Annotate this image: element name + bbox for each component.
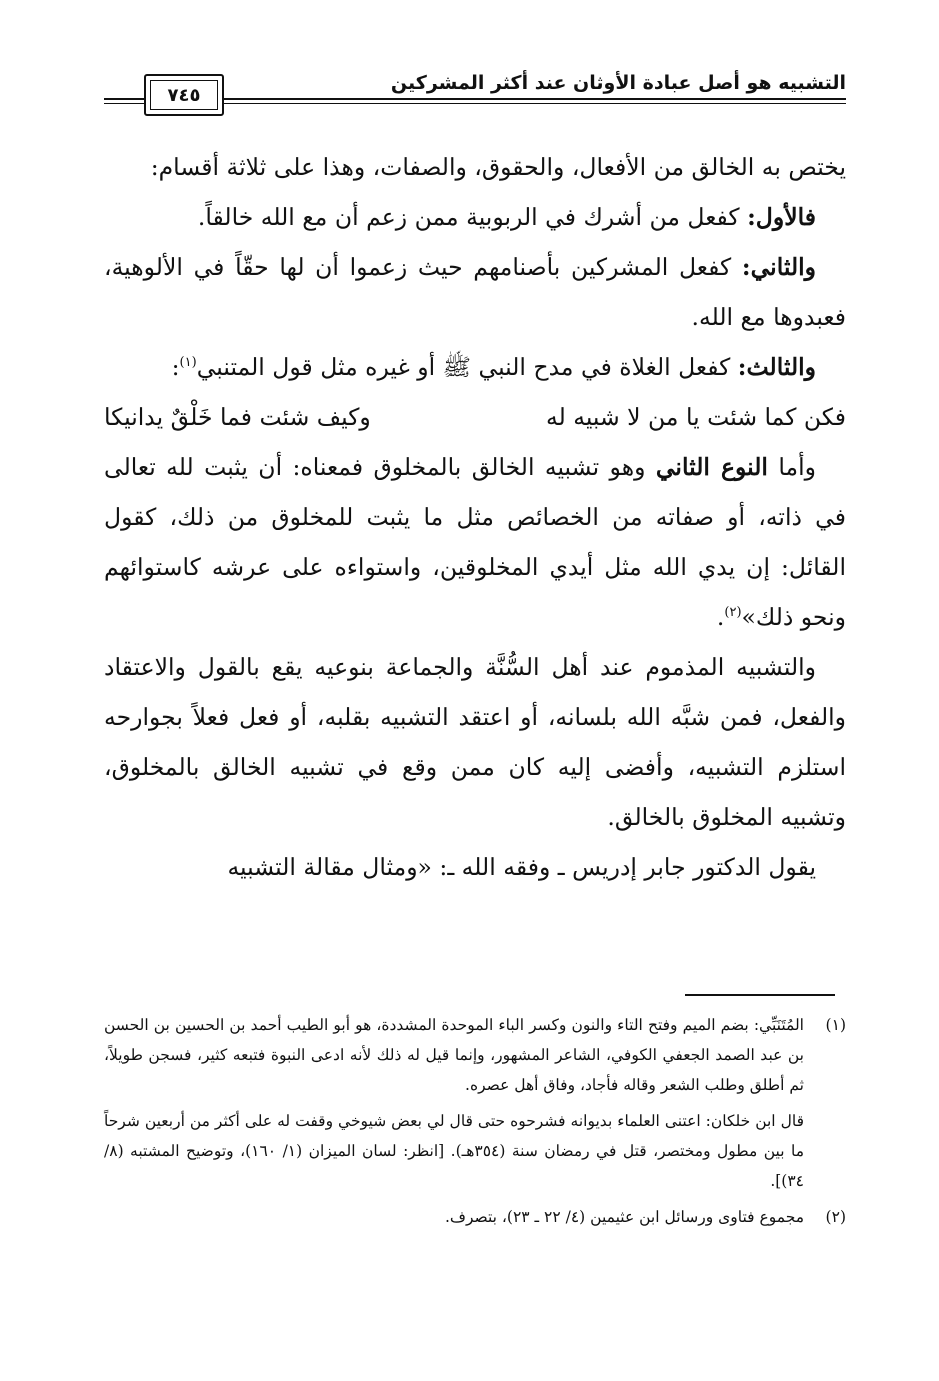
paragraph-7: يقول الدكتور جابر إدريس ـ وفقه الله ـ: «ومثال مقالة التشبيه	[227, 853, 816, 881]
footnote-2-number: (٢)	[825, 1208, 846, 1226]
verse-first-hemistich: فكن كما شئت يا من لا شبيه له	[546, 403, 846, 431]
paragraph-3-text: كفعل المشركين بأصنامهم حيث زعموا أن لها حقّاً في الألوهية، فعبدوها مع الله.	[104, 253, 846, 331]
paragraph-4-end: :	[171, 353, 180, 381]
paragraph-5-label: النوع الثاني	[655, 453, 768, 481]
page-number-frame	[144, 74, 224, 116]
footnote-separator	[685, 994, 835, 996]
paragraph-2	[104, 192, 846, 242]
paragraph-5-text: وهو تشبيه الخالق بالمخلوق فمعناه: أن يثبت لله تعالى في ذاته، أو صفاته من الخصائص مثل ما يثبت للمخلوق من ذلك، كقول القائل: إن يدي الله مثل أيدي المخلوقين، واستواءه على عرشه كاستوائهم ونحو ذلك»	[104, 453, 846, 631]
footnote-1-number: (١)	[825, 1016, 846, 1034]
paragraph-5-end: .	[716, 603, 725, 631]
verse-second-hemistich: وكيف شئت فما خَلْقٌ يدانيكا	[104, 403, 371, 431]
body-text	[104, 142, 846, 892]
paragraph-2-text: كفعل من أشرك في الربوبية ممن زعم أن مع الله خالقاً.	[197, 203, 748, 231]
running-title: التشبيه هو أصل عبادة الأوثان عند أكثر المشركين	[390, 72, 846, 94]
poetry-verse	[104, 392, 846, 442]
paragraph-4-text: كفعل الغلاة في مدح النبي ﷺ أو غيره مثل قول المتنبي	[196, 353, 738, 381]
header-rule	[224, 98, 846, 104]
paragraph-6: والتشبيه المذموم عند أهل السُّنَّة والجماعة بنوعيه يقع بالقول والاعتقاد والفعل، فمن شبَّه الله بلسانه، أو اعتقد التشبيه بقلبه، أو فعل فعلاً بجوارحه استلزم التشبيه، وأفضى إليه كان ممن وقع في تشبيه الخالق بالمخلوق، وتشبيه المخلوق بالخالق.	[104, 653, 846, 831]
footnote-ref-1: (١)	[179, 355, 197, 371]
footnote-2	[104, 1202, 846, 1232]
footnote-1-continuation: قال ابن خلكان: اعتنى العلماء بديوانه فشرحوه حتى قال لي بعض شيوخي وقفت له على أكثر من أربعين شرحاً ما بين مطول ومختصر، قتل في رمضان سنة (٣٥٤هـ). [انظر: لسان الميزان (١/ ١٦٠)، وتوضيح المشتبه (٨/ ٣٤)].	[104, 1112, 805, 1190]
footnote-ref-2: (٢)	[724, 605, 742, 621]
paragraph-5-start: وأما	[767, 453, 816, 481]
paragraph-2-label: فالأول:	[747, 203, 816, 231]
paragraph-4-label: والثالث:	[737, 353, 816, 381]
paragraph-5	[104, 442, 846, 642]
page-number: ٧٤٥	[150, 80, 218, 110]
footnotes	[104, 1010, 846, 1232]
paragraph-3-label: والثاني:	[741, 253, 816, 281]
paragraph-1: يختص به الخالق من الأفعال، والحقوق، والصفات، وهذا على ثلاثة أقسام:	[150, 153, 846, 181]
paragraph-3	[104, 242, 846, 342]
page-header	[104, 68, 846, 120]
header-rule-left	[104, 98, 144, 104]
paragraph-4	[104, 342, 846, 392]
footnote-1	[104, 1010, 846, 1100]
footnote-2-text: مجموع فتاوى ورسائل ابن عثيمين (٤/ ٢٢ ـ ٢٣)، بتصرف.	[445, 1208, 804, 1226]
footnote-1-text: المُتَنَبِّي: بضم الميم وفتح التاء والنون وكسر الباء الموحدة المشددة، هو أبو الطيب أحمد بن الحسين بن الحسن بن عبد الصمد الجعفي الكوفي، الشاعر المشهور، وإنما قيل له ذلك لأنه ادعى النبوة فتبعه كثير، فسجن طويلاً، ثم أطلق وطلب الشعر وقاله فأجاد، وفاق أهل عصره.	[104, 1016, 804, 1094]
